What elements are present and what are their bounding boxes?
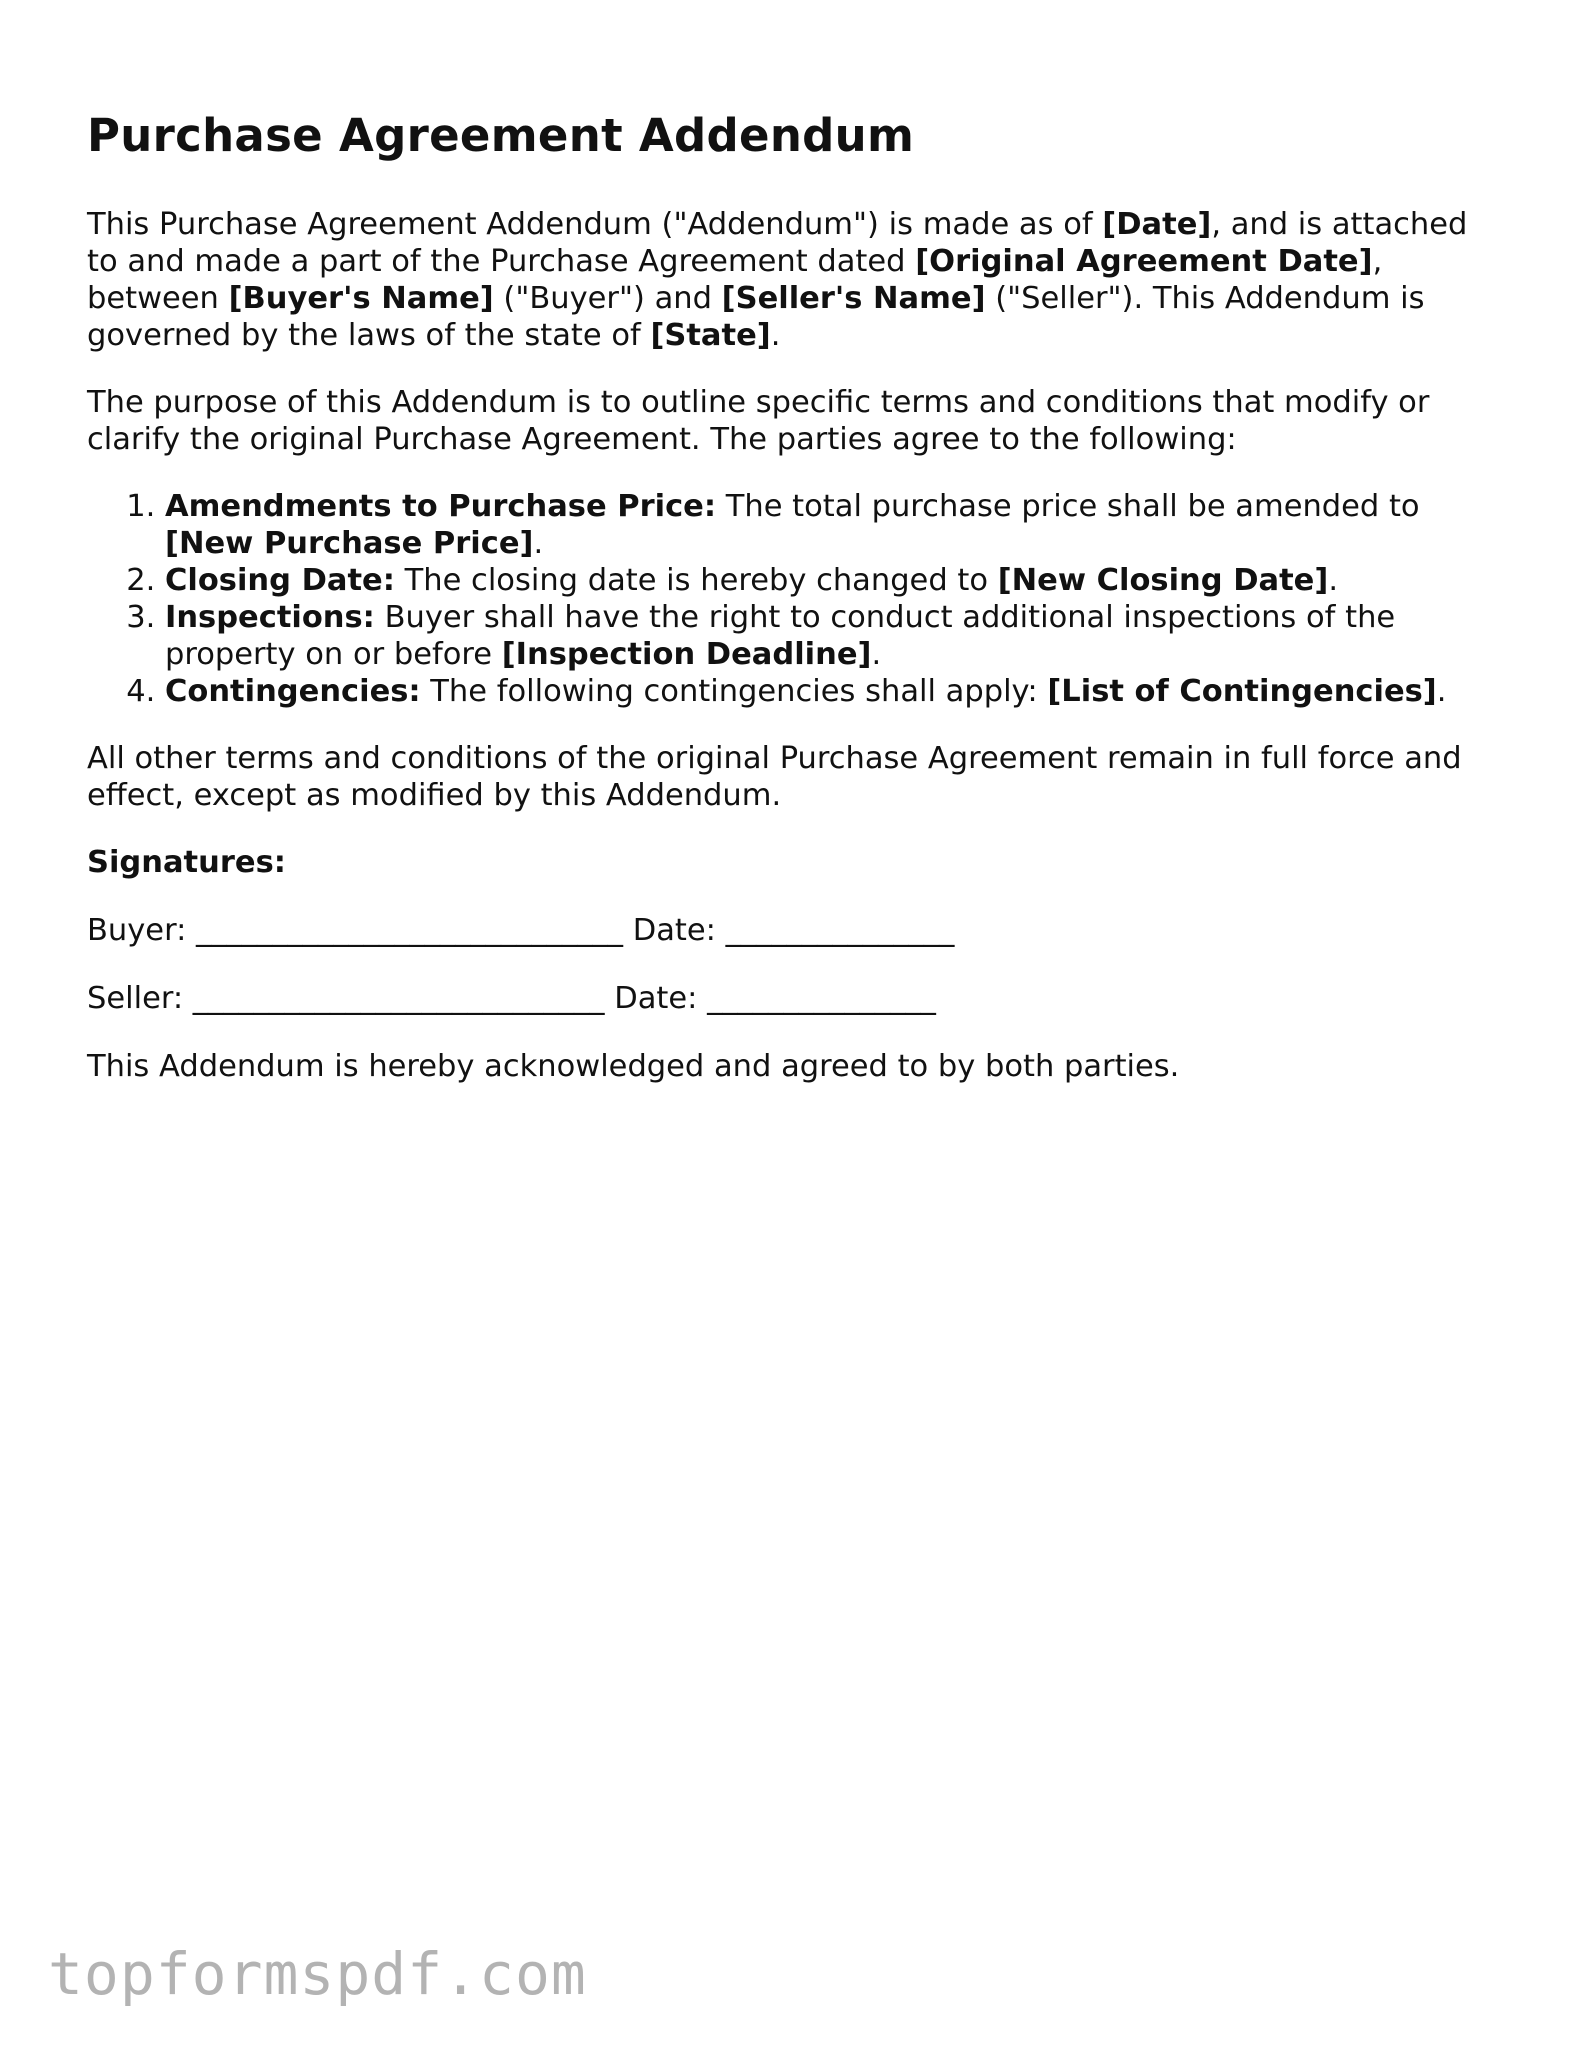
intro-text-3: , between [87, 244, 1383, 316]
buyer-signature-line: Buyer: ____________________________ Date: _______________ [87, 913, 955, 948]
item-label: Closing Date: [165, 563, 395, 598]
item-placeholder: [New Closing Date] [997, 563, 1329, 598]
item-text: The closing date is hereby changed to [394, 563, 998, 598]
item-end: . [871, 637, 882, 672]
state-placeholder: [State] [650, 318, 771, 353]
signatures-heading-text: Signatures: [87, 845, 286, 880]
document-page [87, 108, 1507, 1115]
item-end: . [1436, 674, 1447, 709]
item-placeholder: [List of Contingencies] [1047, 674, 1437, 709]
list-item [165, 673, 1507, 710]
seller-signature-line: Seller: ___________________________ Date: _______________ [87, 981, 936, 1016]
remainder-paragraph: All other terms and conditions of the original Purchase Agreement remain in full force and effect, except as modified by this Addendum. [87, 741, 1462, 813]
intro-paragraph [87, 206, 1507, 354]
seller-name-placeholder: [Seller's Name] [721, 281, 986, 316]
item-label: Inspections: [165, 600, 375, 635]
closing-statement: This Addendum is hereby acknowledged and agreed to by both parties. [87, 1049, 1180, 1084]
item-placeholder: [Inspection Deadline] [501, 637, 872, 672]
item-text: Buyer shall have the right to conduct additional inspections of the property on or before [165, 600, 1396, 672]
intro-text-4: ("Buyer") and [493, 281, 722, 316]
page-title: Purchase Agreement Addendum [87, 109, 915, 162]
list-item [165, 562, 1507, 599]
date-placeholder: [Date] [1102, 207, 1212, 242]
item-end: . [533, 526, 544, 561]
item-label: Contingencies: [165, 674, 421, 709]
purpose-paragraph: The purpose of this Addendum is to outline specific terms and conditions that modify or clarify the original Purchase Agreement. The parties agree to the following: [87, 385, 1430, 457]
terms-list [87, 488, 1507, 710]
intro-text-1: This Purchase Agreement Addendum ("Addendum") is made as of [87, 207, 1103, 242]
item-end: . [1328, 563, 1339, 598]
watermark: topformspdf.com [48, 1940, 587, 2008]
item-text: The following contingencies shall apply: [420, 674, 1048, 709]
intro-text-5: ("Seller"). This Addendum is governed by the laws of the state of [87, 281, 1425, 353]
buyer-name-placeholder: [Buyer's Name] [228, 281, 494, 316]
list-item [165, 488, 1507, 562]
intro-text-6: . [770, 318, 781, 353]
intro-text-2: , and is attached to and made a part of the Purchase Agreement dated [87, 207, 1468, 279]
item-text: The total purchase price shall be amended to [716, 489, 1420, 524]
item-label: Amendments to Purchase Price: [165, 489, 717, 524]
original-date-placeholder: [Original Agreement Date] [915, 244, 1373, 279]
item-placeholder: [New Purchase Price] [165, 526, 534, 561]
list-item [165, 599, 1507, 673]
signatures-heading [87, 844, 1507, 881]
